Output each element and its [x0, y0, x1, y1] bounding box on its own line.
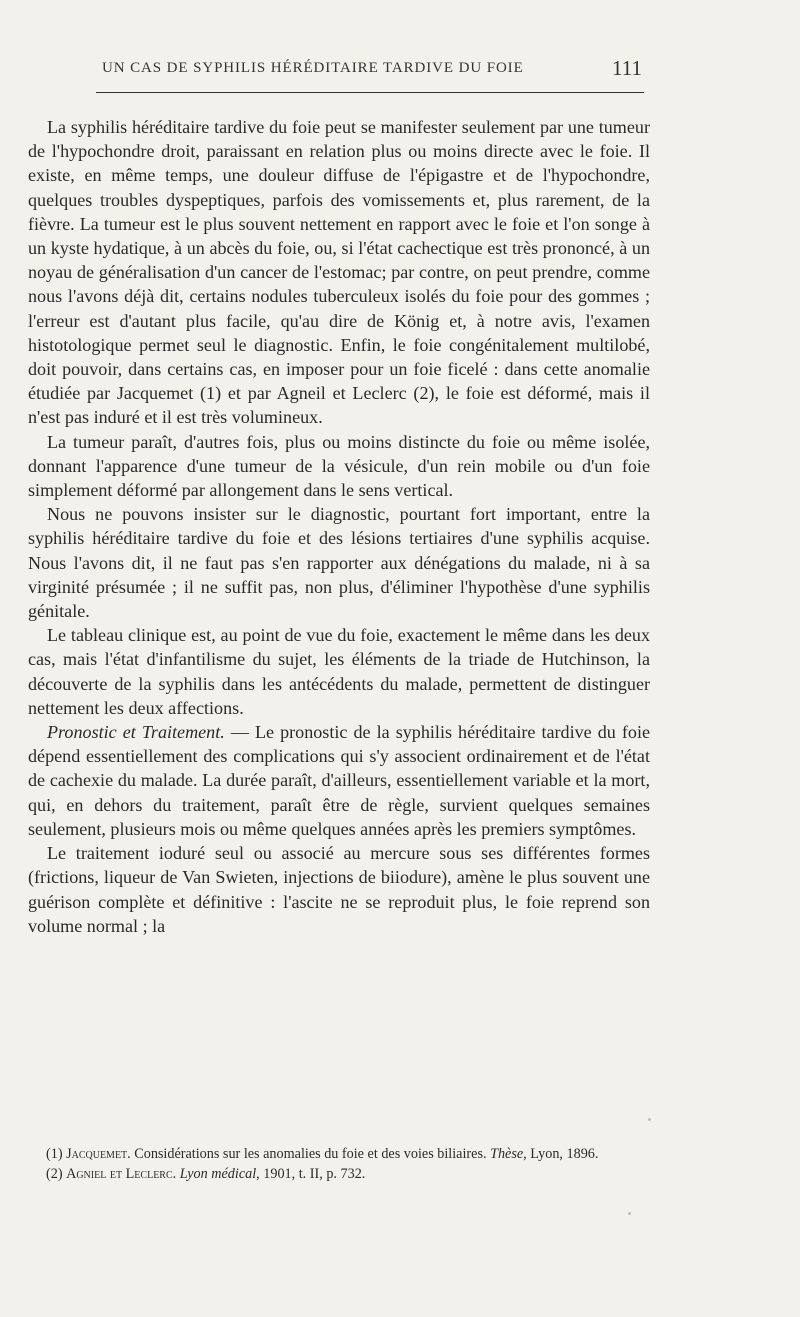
paragraph-diagnosis: Nous ne pouvons insister sur le diagnostic, pourtant fort important, entre la syphilis héréditaire tardive du foie et des lésions tertiaires d'une syphilis acquise. Nous l'avons dit, il ne faut pas s'en rapporter aux dénégations du malade, ni à sa virginité présumée ; il ne suffit pas, non plus, d'éliminer l'hypothèse d'une syphilis génitale. [28, 504, 650, 622]
paper-speck [648, 1118, 651, 1121]
paragraph-distinct-tumor: La tumeur paraît, d'autres fois, plus ou moins distincte du foie ou même isolée, donnant l'apparence d'une tumeur de la vésicule, d'un rein mobile ou d'un foie simplement déformé par allongement dans le sens vertical. [28, 431, 650, 501]
body-text [28, 115, 650, 938]
paragraph-tumor-presentation: La syphilis héréditaire tardive du foie peut se manifester seulement par une tumeur de l'hypochondre droit, paraissant en relation plus ou moins directe avec le foie. Il existe, en même temps, une douleur diffuse de l'épigastre et de l'hypochondre, quelques troubles dyspeptiques, parfois des vomissements et, plus rarement, de la fièvre. La tumeur est le plus souvent nettement en rapport avec le foie et l'on songe à un kyste hydatique, à un abcès du foie, ou, si l'état cachectique est très prononcé, à un noyau de généralisation d'un cancer de l'estomac; par contre, on peut prendre, comme nous l'avons déjà dit, certains nodules tuberculeux isolés du foie pour des gommes ; l'erreur est d'autant plus facile, qu'au dire de König et, à notre avis, l'examen histotologique permet seul le diagnostic. Enfin, le foie congénitalement multilobé, doit pouvoir, dans certains cas, en imposer pour un foie ficelé : dans cette anomalie étudiée par Jacquemet (1) et par Agneil et Leclerc (2), le foie est déformé, mais il n'est pas induré et il est très volumineux. [28, 117, 650, 428]
footnote-source: Thèse [490, 1146, 524, 1162]
paragraph-prognosis [28, 720, 650, 841]
paper-speck [628, 1212, 631, 1215]
footnote-author: Jacquemet. [66, 1146, 131, 1162]
prognosis-text: — Le pronostic de la syphilis héréditaire tardive du foie dépend essentiellement des complications qui s'y associent ordinairement et de l'état de cachexie du malade. La durée paraît, d'ailleurs, essentiellement variable et la mort, qui, en dehors du traitement, paraît être de règle, survient quelques semaines seulement, plusieurs mois ou même quelques années après les premiers symptômes. [28, 722, 651, 839]
running-title: UN CAS DE SYPHILIS HÉRÉDITAIRE TARDIVE DU FOIE [102, 60, 524, 76]
footnote-text: Considérations sur les anomalies du foie et des voies biliaires. [130, 1146, 487, 1162]
paragraph-treatment: Le traitement ioduré seul ou associé au mercure sous ses différentes formes (frictions, liqueur de Van Swieten, injections de biiodure), amène le plus souvent une guérison complète et définitive : l'ascite ne se reproduit plus, le foie reprend son volume normal ; la [28, 843, 650, 936]
footnote-marker: (2) [46, 1166, 63, 1182]
footnote-marker: (1) [46, 1146, 63, 1162]
header-rule [96, 92, 644, 93]
paragraph-clinical-picture: Le tableau clinique est, au point de vue du foie, exactement le même dans les deux cas, mais l'état d'infantilisme du sujet, les éléments de la triade de Hutchinson, la découverte de la syphilis dans les antécédents du malade, permettent de distinguer nettement les deux affections. [28, 625, 650, 718]
running-header [96, 58, 644, 82]
footnote-2 [28, 1164, 654, 1184]
footnote-source: Lyon médical [179, 1166, 257, 1182]
footnote-1 [28, 1144, 654, 1164]
footnote-author: Agniel et Leclerc. [66, 1166, 177, 1182]
footnotes [28, 1144, 654, 1184]
page-number: 111 [612, 56, 642, 80]
footnote-rest: , 1901, t. II, p. 732. [256, 1166, 366, 1182]
prognosis-heading: Pronostic et Traitement. [47, 722, 225, 743]
footnote-rest: , Lyon, 1896. [523, 1146, 599, 1162]
